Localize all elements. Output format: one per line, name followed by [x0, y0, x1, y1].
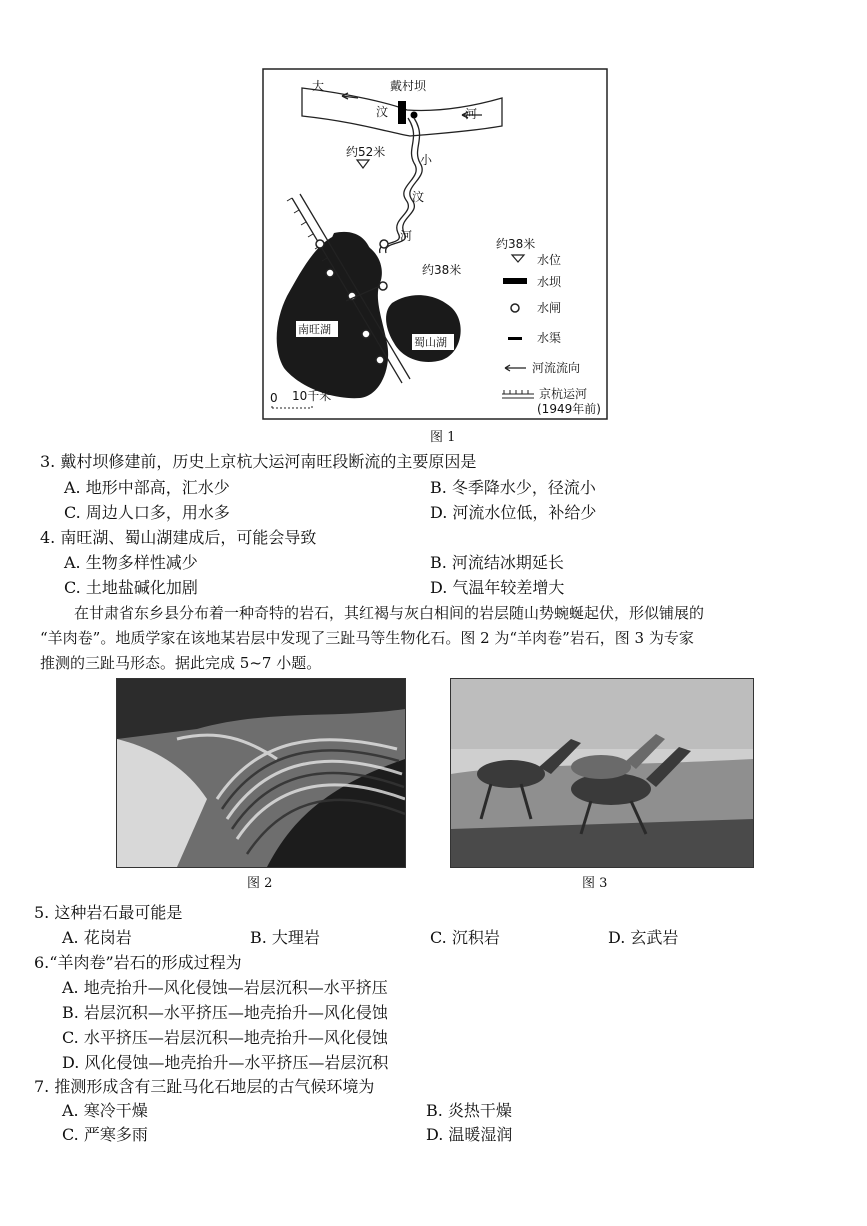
label-elev38: 约38米 [422, 263, 462, 277]
legend-sluice: 水闸 [537, 301, 562, 315]
label-scale10: 10千米 [292, 389, 332, 403]
label-shushan-lake: 蜀山湖 [414, 336, 447, 349]
q5-option-c[interactable]: C. 沉积岩 [430, 928, 500, 947]
question-4-stem: 4. 南旺湖、蜀山湖建成后，可能会导致 [40, 528, 317, 547]
q7-option-b[interactable]: B. 炎热干燥 [426, 1101, 512, 1120]
label-elev52: 约52米 [346, 145, 386, 159]
legend-grand-canal: 京杭运河 [539, 387, 588, 401]
q4-option-b[interactable]: B. 河流结冰期延长 [430, 553, 564, 572]
q4-option-a[interactable]: A. 生物多样性减少 [64, 553, 198, 572]
q6-option-c[interactable]: C. 水平挤压—岩层沉积—地壳抬升—风化侵蚀 [62, 1028, 388, 1047]
legend-grand-canal-date: (1949年前) [537, 402, 601, 416]
question-6-stem: 6.“羊肉卷”岩石的形成过程为 [34, 953, 242, 972]
label-xiao: 小 [420, 153, 433, 167]
q3-option-c[interactable]: C. 周边人口多，用水多 [64, 503, 230, 522]
map-figure-1 [262, 68, 608, 420]
passage-line-3: 推测的三趾马形态。据此完成 5~7 小题。 [40, 654, 322, 672]
question-5-stem: 5. 这种岩石最可能是 [34, 903, 183, 922]
dam-symbol [398, 101, 406, 124]
legend-water-level: 水位 [537, 253, 562, 267]
passage-line-2: “羊肉卷”。地质学家在该地某岩层中发现了三趾马等生物化石。图 2 为“羊肉卷”岩石，图 3 为专家 [40, 629, 694, 647]
label-he1: 河 [465, 107, 478, 121]
label-daicunba: 戴村坝 [390, 79, 427, 93]
label-wen1: 汶 [376, 105, 389, 119]
q3-option-a[interactable]: A. 地形中部高，汇水少 [64, 478, 230, 497]
question-3-stem: 3. 戴村坝修建前，历史上京杭大运河南旺段断流的主要原因是 [40, 452, 477, 471]
label-scale0: 0 [270, 391, 278, 405]
q5-option-d[interactable]: D. 玄武岩 [608, 928, 679, 947]
legend-canal: 水渠 [537, 331, 562, 345]
legend-water-level-value: 约38米 [496, 237, 536, 251]
label-wen2: 汶 [412, 190, 425, 204]
legend-flow: 河流流向 [532, 361, 581, 375]
legend-dam: 水坝 [537, 275, 562, 289]
label-da: 大 [312, 79, 325, 93]
label-he2: 河 [400, 229, 413, 243]
q4-option-c[interactable]: C. 土地盐碱化加剧 [64, 578, 198, 597]
question-7-stem: 7. 推测形成含有三趾马化石地层的古气候环境为 [34, 1077, 375, 1096]
figure2-caption: 图 2 [247, 876, 273, 891]
q6-option-d[interactable]: D. 风化侵蚀—地壳抬升—水平挤压—岩层沉积 [62, 1053, 389, 1072]
q6-option-b[interactable]: B. 岩层沉积—水平挤压—地壳抬升—风化侵蚀 [62, 1003, 388, 1022]
q4-option-d[interactable]: D. 气温年较差增大 [430, 578, 565, 597]
q3-option-b[interactable]: B. 冬季降水少，径流小 [430, 478, 596, 497]
q6-option-a[interactable]: A. 地壳抬升—风化侵蚀—岩层沉积—水平挤压 [62, 978, 388, 997]
q7-option-d[interactable]: D. 温暖湿润 [426, 1125, 513, 1144]
q5-option-b[interactable]: B. 大理岩 [250, 928, 320, 947]
q7-option-a[interactable]: A. 寒冷干燥 [62, 1101, 148, 1120]
label-nanwang-lake: 南旺湖 [298, 323, 331, 336]
figure1-caption: 图 1 [430, 430, 456, 445]
figure3-caption: 图 3 [582, 876, 608, 891]
q5-option-a[interactable]: A. 花岗岩 [62, 928, 132, 947]
q7-option-c[interactable]: C. 严寒多雨 [62, 1125, 148, 1144]
q3-option-d[interactable]: D. 河流水位低，补给少 [430, 503, 597, 522]
rock-photo-figure-2 [116, 678, 406, 868]
horses-photo-figure-3 [450, 678, 754, 868]
passage-line-1: 在甘肃省东乡县分布着一种奇特的岩石，其红褐与灰白相间的岩层随山势蜿蜒起伏，形似铺展的 [74, 604, 705, 622]
